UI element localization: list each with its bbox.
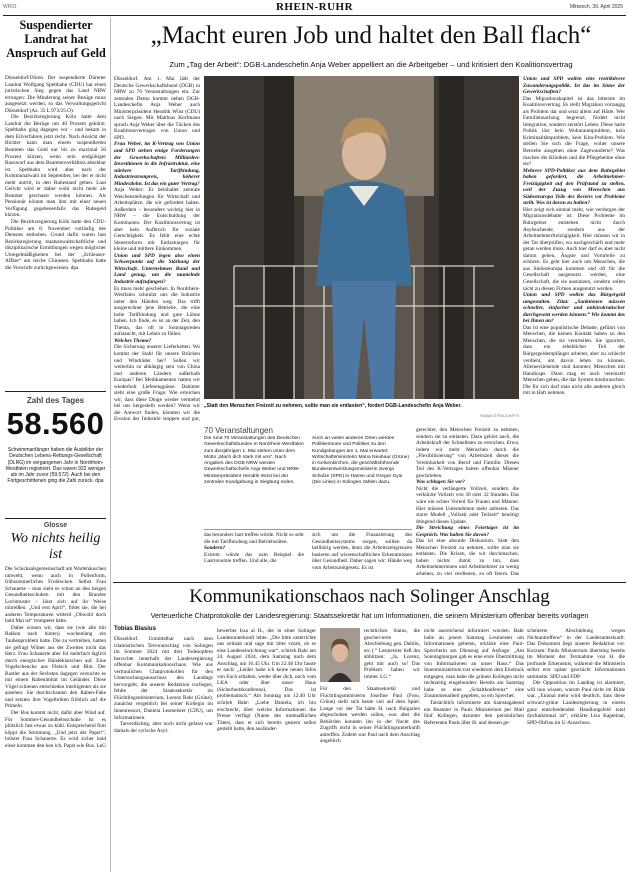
main-headline: „Macht euren Job und haltet den Ball flach“ <box>150 22 592 49</box>
header-rule <box>3 15 626 16</box>
question: Was schlagen Sie vor? <box>416 479 465 486</box>
glosse-title: Wo nichts heilig ist <box>10 531 101 562</box>
bottom-author: Tobias Blasius <box>114 626 156 632</box>
glosse-label: Glosse <box>43 522 68 529</box>
bottom-paragraph: Düsseldorf. Unmittelbar nach dem islamistischen Terroranschlag von Solingen im Sommer 2024 mit drei Todesopfern herrschte innerhalb der Landesregierung offenbar Kommunikationschaos. Wie aus vertraulichen Chatprotokollen für den Untersuchungsausschuss des Landtags hervorgeht, die unserer Redaktion vorliegen, fehlte der Staatssekretär im Flüchtlingsministerium, Lorenz Bahr (Grüne), zunächst vergeblich bei seiner Kollegin im Innenressort, Daniela Lesmeister (CDU), um Informationen. <box>114 636 213 721</box>
main-col-1 <box>114 76 200 422</box>
bottom-divider <box>113 582 626 583</box>
bottom-col-3b: Für den Staatssekretär und Flüchtlingsministerin Josefine Paul (Foto, Grüne) stellt sich heute viel auf dem Spiel. Lange vor der Tat hätte H. nach Bulgarien abgeschoben werden sollen, was aber die Behörden konnten ihn in der Nacht des Zugriffs nicht in seiner Flüchtlingsunterkunft antreffen. Zudem war Paul nach dem Anschlag angeblich <box>320 686 420 745</box>
main-col-5 <box>523 76 625 578</box>
zahl-label: Zahl des Tages <box>26 396 85 405</box>
answer: Die Sicherung unserer Lieferketten. Wo kommt der Stahl für unsere Brücken und Windräder her? Sollen wir weiterhin so abhängig sein von China und anderen Ländern außerhalb Europas? Bei Medikamenten hatten wir wiederholt Lieferengpässe. Dahinter steht eine große Frage: Wie erreichen wir, dass diese Dinge wieder vermehrt bei uns hergestellt werden? Wenn wir die Antwort finden, könnten wir die Erosion der Industrie stoppen und gut, <box>114 344 200 422</box>
question: Mehrere SPD-Politiker aus dem Ruhrgebiet haben gefordert, die Arbeitnehmer-Freizügigkeit auf den Prüfstand zu stellen, weil der Zuzug von Menschen aus Südosteuropa Teile des Reviers vor Probleme stellt. Was ist davon zu halten? <box>523 167 625 207</box>
zahl-text: Schwimmanfänger haben die Ausbilder der Deutschen Lebens-Rettungs-Gesellschaft (DLRG) im vergangenen Jahr in Nordrhein-Westfalen registriert. Das waren 922 weniger als im Jahr zuvor (59.572). Auch bei den Fortgeschrittenen ging die Zahl zurück. dpa <box>5 447 106 485</box>
events-box-rule <box>204 529 412 530</box>
events-box-col-1: Die rund 70 Veranstaltungen des Deutschen Gewerkschaftsbundes in Nordrhein-Westfalen zum diesjährigen 1. Mai stehen unter dem Motto „Mach dich stark mit uns“. Nach Angaben des DGB NRW werden Gewerkschaftschefin Anja Weber und NRW-Ministerpräsident Hendrik Wüst bei der zentralen Kundgebung in Siegburg reden. <box>204 436 304 486</box>
answer: das besonders hart treffen würde. Nicht so sehr die mit Tarifbindung und Betriebsräten. <box>204 532 304 545</box>
question: Union und SPD legen also einen Schwerpunkt auf die Stärkung der Wirtschaft. Unternehmen Bund und Land genug, um die taumelnde Industrie aufzufangen? <box>114 252 200 285</box>
answer: Extrem würde das zum Beispiel die Gastronomie treffen. Und alle, die <box>204 551 304 565</box>
bottom-col-2: bewerber Issa al H., der in einer Solinger Landesunterkunft lebte. „Die bitte unterrichte uns zeitnah und sage mir bitte vorab, ob es eine Landeseinrichtung war“, schrieb Bahr am 24. August 2024, dem Samstag nach dem Anschlag, um 16.45 Uhr. Um 22.48 Uhr fasste er nach: „Leider habe ich keine neuen Infos von Euch erhalten, weder über dich, noch vom LKA oder über unser Haus (Sicherheitskonferenz). Das ist problematisch.“ Am Sonntag um 12.40 Uhr schrieb Bahr: „Liebe Daniela, ich bin erschreckt, über welche Informationen die Presse verfügt (Name des mutmaßlichen Täters, dass er sich bereits gestern selbst gestellt hatte, den ausländer- <box>217 628 316 733</box>
main-col-3-lower: sich um die Finanzierung des Gesundheitssystems sorgen, sollten da hellhörig werden, denn die Arbeitszeitgrenzen basieren auf wissenschaftlichen Erkenntnissen über Gesundheit. Daher sagen wir: Hände weg vom Arbeitszeitgesetz. Es ist <box>312 532 412 571</box>
bottom-col-5 <box>527 628 625 870</box>
glosse-paragraph: Die Schicksalsgemeinschaft am Wartehäuschen umweht, wenn auch in Pollenform, frühsommerliches Frohlocken. Selbst Frau Schauerte – man sieht es schon an den beigen Gesundheitsschuhen mit den Brandes Lochmuster – lässt sich auf ihr Weise mitreißen. „Und erst April“, flötet sie, die bei anderen Temperaturen witterd „Obwohl doch bald Mai ist“ trompetet hätte. <box>5 566 106 625</box>
bottom-paragraph: nicht ausreichend informiert worden. Bahr habe an jenem Samstag Lesmeister um Informationen gebeten, erklärte eine Paul-Sprecherin am Dienstag auf Anfrage: „Am Sonntagmorgen gab es eine erste Übermittlung von Informationen an unser Haus.“ Das Innenministerium trat wiederum dem Eindruck entgegen, man habe die grünen Kollegen nicht rechtzeitig eingebunden: Bereits am Samstag habe es eine „Schaltkonferenz“ eine Zusammenarbeit gegeben, so ein Sprecher. <box>424 628 524 700</box>
bottom-paragraph: Die Opposition im Landtag ist alarmiert, will nun wissen, warum Paul nicht im Bilde war. „Einmal mehr wird deutlich, dass diese schwarz-grüne Landesregierung in einem ganz entscheidenden Handlungsfeld total dysfunktional ist“, erklärte Lisa Kapteinat, SPD-Obfrau im U-Ausschuss. <box>527 680 625 726</box>
question: Frau Weber, im K-Vertrag von Union und SPD stehen einige Forderungen der Gewerkschaften: Milliarden-Investitionen in die Infrastruktur, eine stärkere Tarifbindung, Industriestrompreis, höherer Mindestlohn. Ist das ein guter Vertrag? <box>114 141 200 187</box>
bottom-paragraph: Tatverdächtig, aber noch nicht gefasst war damals der syrische Asyl- <box>114 721 213 734</box>
question: Die Streichung eines Feiertages ist im Gespräch. Was halten Sie davon? <box>416 525 519 538</box>
answer: Das ist eine populistische Debatte, geführt von Menschen, die keinen Kontakt haben zu den Menschen, die sie verurteilen. Sie ignoriert, dass ein erheblicher Teil der Bürgergeldempfänger arbeitet, aber zu schlecht verdient, um davon leben zu können. Alleinerziehende sind darunter, Menschen mit Handicaps. Dann mag es auch vereinzelt Menschen geben, die das System missbrauchen. Die für sich darf man nicht alle anderen gleich mit in Haft nehmen. <box>523 324 625 397</box>
glosse-body <box>5 566 106 868</box>
josefine-paul-photo <box>320 628 360 682</box>
sidebar-divider <box>5 391 106 392</box>
zahl-value: 58.560 <box>6 406 105 441</box>
sidebar-paragraph: Düsseldorf/Düren. Der suspendierte Dürener Landrat Wolfgang Spelthahn (CDU) hat einen juristischen Sieg gegen das Land NRW errungen: Die Minderung seiner Bezüge muss ausgesetzt werden, so das Verwaltungsgericht Düsseldorf (Az. 35 L 973/25.O). <box>5 75 106 114</box>
sidebar-paragraph: Die Bezirksregierung Köln hatte den CDU-Politiker am 8. November vorläufig des Dienstes enthoben. Grund dafür waren laut Bezirksregierung staatsanwaltschaftliche und disziplinarische Ermittlungen wegen möglicher Unregelmäßigkeiten bei der „Schleuser-Affäre“ um reiche Chinesen. Spelthahn hatte die Vorwürfe zurückgewiesen. dpa <box>5 219 106 271</box>
photo-credit: FABIAN STRAUCH/FFS <box>480 414 519 418</box>
main-subheadline: Zum „Tag der Arbeit“: DGB-Landeschefin Anja Weber appelliert an die Arbeitgeber – und kritisiert den Koalitionsvertrag <box>169 60 573 69</box>
question: Union und SPD wollen das Bürgergeld umgestalten. Zitat: „Sanktionen müssen schneller, einfacher und unbürokratischer durchgesetzt werden können.“ Wie kommt das bei Ihnen an? <box>523 292 625 325</box>
question: Welches Thema? <box>114 337 152 344</box>
main-col-4 <box>416 427 519 578</box>
bottom-col-4 <box>424 628 524 870</box>
sidebar-article <box>5 75 106 386</box>
bottom-col-1 <box>114 636 213 870</box>
section-title: RHEIN-RUHR <box>275 1 354 13</box>
sidebar-vertical-rule <box>110 17 111 872</box>
main-col-2-lower <box>204 532 304 578</box>
question: Union und SPD wollen eine restriktivere Zuwanderungspolitik. Ist das im Sinne der Gewerkschaften? <box>523 76 625 96</box>
bottom-headline: Kommunikationschaos nach Solinger Anschlag <box>189 586 550 607</box>
events-box-col-2: Auch an vielen anderen Orten werden Politikerinnen und Politiker zu den Kundgebungen am 1. Mai erwartet: Wirtschaftsministerin Mona Neubaur (Grüne) in Gelsenkirchen, die geschäftsführende Bundesentwicklungsministerin Svenja Schulze (SPD) in Hamm und Gregor Gysi (Die Linke) in Solingen zählen dazu. <box>312 436 410 486</box>
answer: Nicht die verlängerte Vollzeit, sondern die verkürzte Vollzeit von 30 oder 32 Stunden. Das wäre ein echter Vorteil für Frauen und Männer. Hier müssen Unternehmen mehr anbieten. Das starre Modell „Vollzeit oder Teilzeit“ benötigt dringend dieses Update. <box>416 485 519 525</box>
page-id: WR01 <box>3 4 17 10</box>
photo-caption: „Statt den Menschen Freizeit zu nehmen, sollte man sie entlasten“, fordert DGB-Landeschefin Anja Weber. <box>204 403 462 409</box>
answer: Das Migrationskapitel ist das bitterste im Koalitionsvertrag. Es stellt Migration vorrangig als Problem dar und setzt allein auf Härte. Wer Familiennachzug begrenzt, fördert nicht Integration, sondern zerstört Leben. Diese harte Politik löst kein Wohnraumproblem, kein Kriminalitätsproblem, kein Kita-Problem. Wie stellen Sie sich die Frage, woher unsere Betriebe ausgehen ohne Zugewanderte? Was machen die Kliniken und die Pflegeheime ohne sie? <box>523 95 625 168</box>
answer: Das ist eine absurde Diskussion. Statt den Menschen Freizeit zu nehmen, sollte man sie entlasten. Die Krisen, die wir durchmachen, haben nichts damit zu tun, dass Arbeitnehmerinnen und Arbeitnehmer zu wenig arbeiten, zu viel verdienen, zu oft feiern. Das <box>416 538 519 578</box>
sidebar-headline: Suspendierter Landrat hat Anspruch auf Geld <box>6 18 106 60</box>
portrait-illustration <box>320 628 360 682</box>
sidebar-paragraph: Die Bezirksregierung Köln hatte dem Landrat die Bezüge um 40 Prozent gekürzt. Spelthahn ging dagegen vor – und bekam in dem Eilverfahren jetzt recht. Nach Ansicht der Richter kann man einem suspendierten Beamten das Geld nur bis zu maximal 50 Prozent kürzen, wenn sein endgültiger Rauswurf aus dem Beamtenverhältnis absehbar ist. Spelthahn wird aber nach der Kommunalwahl im September, bei der er nicht mehr antritt, in den Ruhestand gehen. Laut Gericht wird er daher wohl nicht mehr als Beamter geschasst werden können. Als Pensionär könnte man ihm mit einer neuen Verfügung gegebenenfalls das Ruhegeld kürzen. <box>5 114 106 219</box>
answer: Hier zeigt sich einmal mehr, wie verdorgen der Migrationsdebatte ist. Diese Probleme im Ruhrgebiet entstehen nicht durch Asylsuchende, sondern aus der Arbeitnehmerfreizügigkeit. Hier müssen wir in der Tat überprüfen, wo nachgeschärft und mehr getan werden muss. Auch hier darf es aber nicht darum gehen, Ängste und Vorurteile zu schüren. Es geht hier auch um Menschen, die aus Südosteuropa kommen und oft für die Gesellschaft ausgenutzt werden, eine Gesellschaft, die sie ausnutzen, sondern sollen nicht zu diesen Firmen ausgenutzt werden. <box>523 206 625 292</box>
photo-illustration <box>204 76 519 399</box>
bottom-paragraph: scheiterte Abschiebung wegen Nichtantreffens“ in der Landesunterkunft. Das Dokument liegt unserer Redaktion vor. Kurzum: Pauls Ministerium überstieg bereits im Moment der Textnahme von H. die profunde Erkenntnis, während die Ministerin selbst erst später geschicht Informationen sammelte. SPD und FDP. <box>527 628 625 680</box>
events-box-title: 70 Veranstaltungen <box>204 426 273 435</box>
glosse-divider <box>5 518 106 519</box>
question: Sondern? <box>204 545 226 552</box>
intro-paragraph: Düsseldorf. Am 1. Mai lädt der Deutsche Gewerkschaftsbund (DGB) in NRW zu 70 Veranstaltungen ein. Zur zentralen Demo kommt neben DGB-Landeschefin Anja Weber auch Ministerpräsident Hendrik Wüst (CDU) nach Siegen. Mit Matthias Korfmann sprach Anja Weber über die Tücken des Koalitionsvertrages von Union und SPD. <box>114 76 200 141</box>
page-date: Mittwoch, 30. April 2025 <box>569 4 623 10</box>
bottom-subheadline: Verteuerliche Chatprotokolle der Landesregierung: Staatssekretär hat um Informationen, die seinem Ministerium offenbar bereits vorlagen <box>150 611 589 620</box>
answer: Es muss mehr geschehen. In Nordrhein-Westfalen schmilzt uns die Industrie unter den Händen weg. Das trifft ausgerechnet jene Betriebe, die eine hohe Tarifbindung und gute Löhne haben. Ich finde, es ist an der Zeit, den Thema, das oft in Sonntagsreden aufstaucht, mit Leben zu füllen. <box>114 285 200 338</box>
glosse-paragraph: Der Bus kommt nicht, dafür aber Wind auf. Für Sommer-Gesundheitsschuhe ist es plötzlich fast etwas zu kühl. Entsprechend flott köppt die Stimmung. „Und jetzt der Papst!“, brüstet Frau Schauerte. Es wird sicher bald einer kommen den ken ich, Papst wie Bus. LeG <box>5 710 106 749</box>
answer: gerechter, den Menschen Freizeit zu nehmen, sondern sie zu entlasten. Dazu gehört auch, die Arbeitskraft der Schnellsten zu erreichen. Etwa, indem wir mehr Menschen durch die „Flexibilisierung“ von Arbeitszeit dieser die Vereinbarkeit von Beruf und Familie. Diesen Teil des K-Vertrages halten offenbar Männer geschrieben. <box>416 427 519 479</box>
bottom-paragraph: Tatsächlich informierte am Samstagabend ein Beamter in Pauls Ministerium per Mail fünf Kollegen, darunter den persönlichen Referenten Pauls über H. und dessen ge- <box>424 700 524 726</box>
anja-weber-photo <box>204 76 519 399</box>
answer: Anja Weber: Er beinhaltet zentrale Weichenstellungen für Wirtschaft und Arbeitsplätze, die wir gefordert haben. Außerdem – besonders wichtig hier in NRW – die Entschuldung der Kommunen. Der Koalitionsvertrag ist aber kein Aufbruch für soziale Gerechtigkeit. Es fehlt eine echte Steuerreform mit Entlastungen für kleine und mittlere Einkommen. <box>114 187 200 253</box>
bottom-paragraph: rechtlichen Status, die geschei-terte Abschiebung gen. Dublin, etc.).“ Lesmeister ließ ihn abblitzen: „Ja, Lorenz, geht mir auch so! Das Problem haben wir immer. LG.“ <box>364 628 420 680</box>
bottom-col-3 <box>364 628 420 684</box>
glosse-paragraph: Dabei wissen wir, dass sie (wie alle mit Balkon nach hinten) wochenlang ein Taubenproblem hatte. Die zu vertreiben, hatten sie gefragt Wimer aus der Zweiten nicht das Herz. Frau Schauerte aber fol mehrfach täglich durch energisches Händeklatschen auf. Eine Vogelscheuche aus Fleisch und Blut. Der Bastler aus der Sechsten dagegen versuchte es mit einem Rabenimitat im Geländer. Diese Vögel schienen entschieden intelligenter als sie ansehen: Sie durchschauten den Raben-Fake und setzten ihre Vogelbrüten fröhlich auf die Primeln. <box>5 624 106 710</box>
